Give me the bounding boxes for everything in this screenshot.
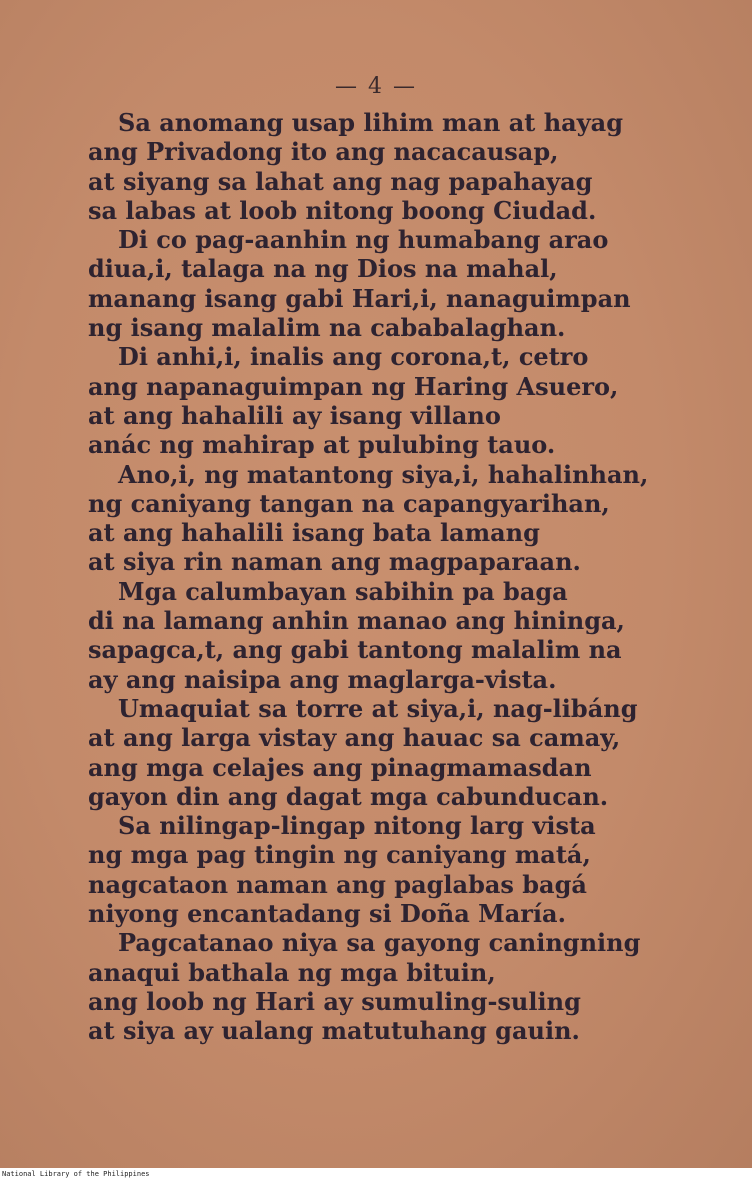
text-line: Sa anomang usap lihim man at hayag	[118, 108, 623, 137]
library-footer: National Library of the Philippines	[2, 1170, 150, 1178]
text-line: ng caniyang tangan na capangyarihan,	[88, 488, 610, 518]
poem-text	[88, 108, 708, 1046]
text-line: ang loob ng Hari ay sumuling-suling	[88, 986, 581, 1016]
page-number: — 4 —	[335, 74, 417, 99]
text-line: at ang hahalili ay isang villano	[88, 400, 501, 430]
text-line: Umaquiat sa torre at siya,i, nag-libáng	[118, 693, 638, 723]
text-line: ng mga pag tingin ng caniyang matá,	[88, 840, 591, 870]
text-line: Ano,i, ng matantong siya,i, hahalinhan,	[118, 459, 649, 489]
text-line: Di co pag-aanhin ng humabang arao	[118, 225, 609, 255]
text-line: Mga calumbayan sabihin pa baga	[118, 576, 568, 606]
text-line: at siya rin naman ang magpaparaan.	[88, 547, 581, 577]
text-line: nagcataon naman ang paglabas bagá	[88, 869, 587, 899]
text-line: at ang larga vistay ang hauac sa camay,	[88, 723, 621, 753]
text-line: ang mga celajes ang pinagmamasdan	[88, 752, 592, 782]
text-line: diua,i, talaga na ng Dios na mahal,	[88, 254, 558, 284]
text-line: gayon din ang dagat mga cabunducan.	[88, 781, 609, 811]
text-line: at siyang sa lahat ang nag papahayag	[88, 166, 593, 196]
text-line: anác ng mahirap at pulubing tauo.	[88, 430, 556, 460]
text-line: niyong encantadang si Doña María.	[88, 899, 566, 929]
text-line: ng isang malalim na cababalaghan.	[88, 313, 566, 343]
text-line: at ang hahalili isang bata lamang	[88, 518, 540, 548]
text-line: sa labas at loob nitong boong Ciudad.	[88, 195, 597, 225]
text-line: ay ang naisipa ang maglarga-vista.	[88, 664, 557, 694]
text-line: Pagcatanao niya sa gayong caningning	[118, 928, 641, 958]
text-line: Sa nilingap-lingap nitong larg vista	[118, 811, 596, 841]
text-line: manang isang gabi Hari,i, nanaguimpan	[88, 283, 631, 313]
text-line: at siya ay ualang matutuhang gauin.	[88, 1016, 580, 1046]
text-line: sapagca,t, ang gabi tantong malalim na	[88, 635, 622, 665]
text-line: di na lamang anhin manao ang hininga,	[88, 606, 625, 636]
text-line: Di anhi,i, inalis ang corona,t, cetro	[118, 342, 589, 372]
text-line: ang napanaguimpan ng Haring Asuero,	[88, 371, 619, 401]
text-line: anaqui bathala ng mga bituin,	[88, 957, 496, 987]
text-line: ang Privadong ito ang nacacausap,	[88, 137, 559, 167]
